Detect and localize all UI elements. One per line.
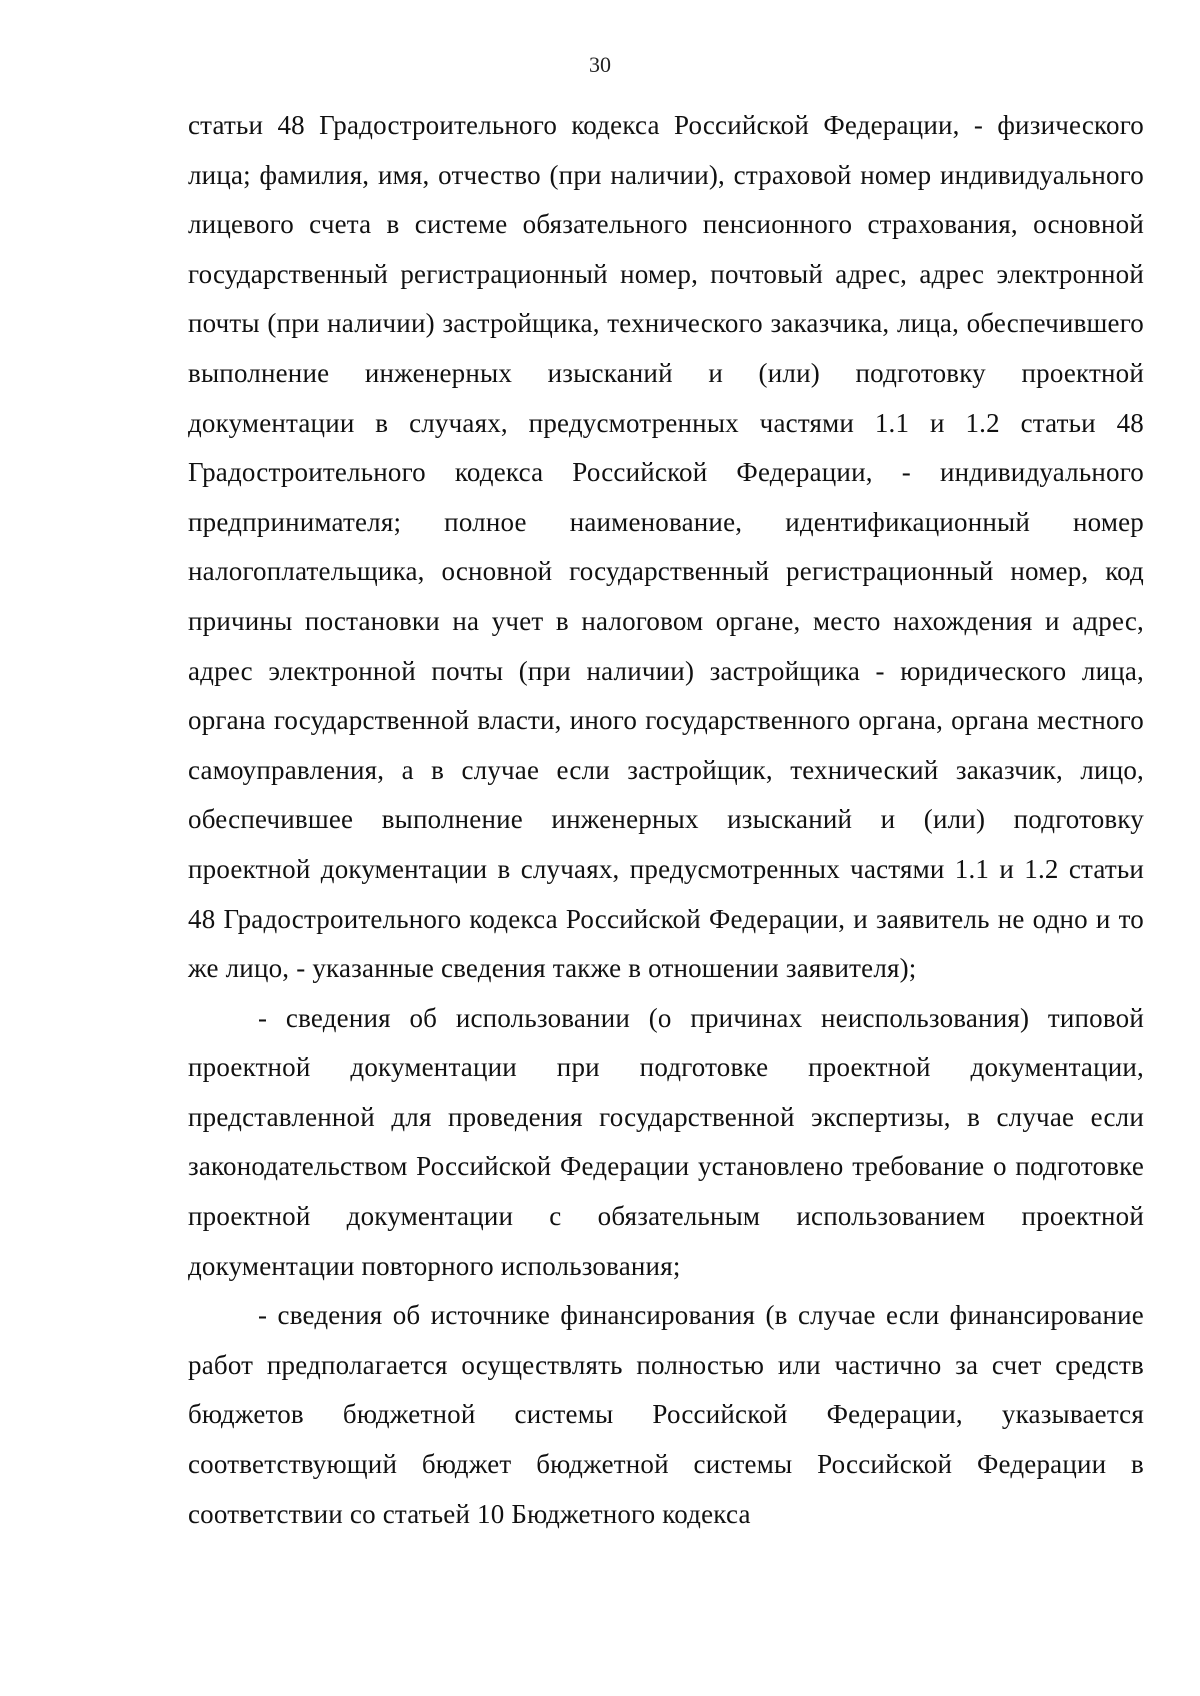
page-number: 30 [589, 52, 611, 77]
paragraph-applicant-details: статьи 48 Градостроительного кодекса Российской Федерации, - физического лица; фамилия, имя, отчество (при наличии), страховой номер индивидуального лицевого счета в системе обязательного пенсионного страхования, основной государственный регистрационный номер, почтовый адрес, адрес электронной почты (при наличии) застройщика, технического заказчика, лица, обеспечившего выполнение инженерных изысканий и (или) подготовку проектной документации в случаях, предусмотренных частями 1.1 и 1.2 статьи 48 Градостроительного кодекса Российской Федерации, - индивидуального предпринимателя; полное наименование, идентификационный номер налогоплательщика, основной государственный регистрационный номер, код причины постановки на учет в налоговом органе, место нахождения и адрес, адрес электронной почты (при наличии) застройщика - юридического лица, органа государственной власти, иного государственного органа, органа местного самоуправления, а в случае если застройщик, технический заказчик, лицо, обеспечившее выполнение инженерных изысканий и (или) подготовку проектной документации в случаях, предусмотренных частями 1.1 и 1.2 статьи 48 Градостроительного кодекса Российской Федерации, и заявитель не одно и то же лицо, - указанные сведения также в отношении заявителя); [188, 110, 1144, 984]
document-body [188, 101, 1144, 1539]
paragraph-typical-documentation: - сведения об использовании (о причинах неиспользования) типовой проектной документации при подготовке проектной документации, представленной для проведения государственной экспертизы, в случае если законодательством Российской Федерации установлено требование о подготовке проектной документации с обязательным использованием проектной документации повторного использования; [188, 1002, 1144, 1281]
paragraph-funding-source: - сведения об источнике финансирования (в случае если финансирование работ предполагается осуществлять полностью или частично за счет средств бюджетов бюджетной системы Российской Федерации, указывается соответствующий бюджет бюджетной системы Российской Федерации в соответствии со статьей 10 Бюджетного кодекса [188, 1300, 1144, 1529]
